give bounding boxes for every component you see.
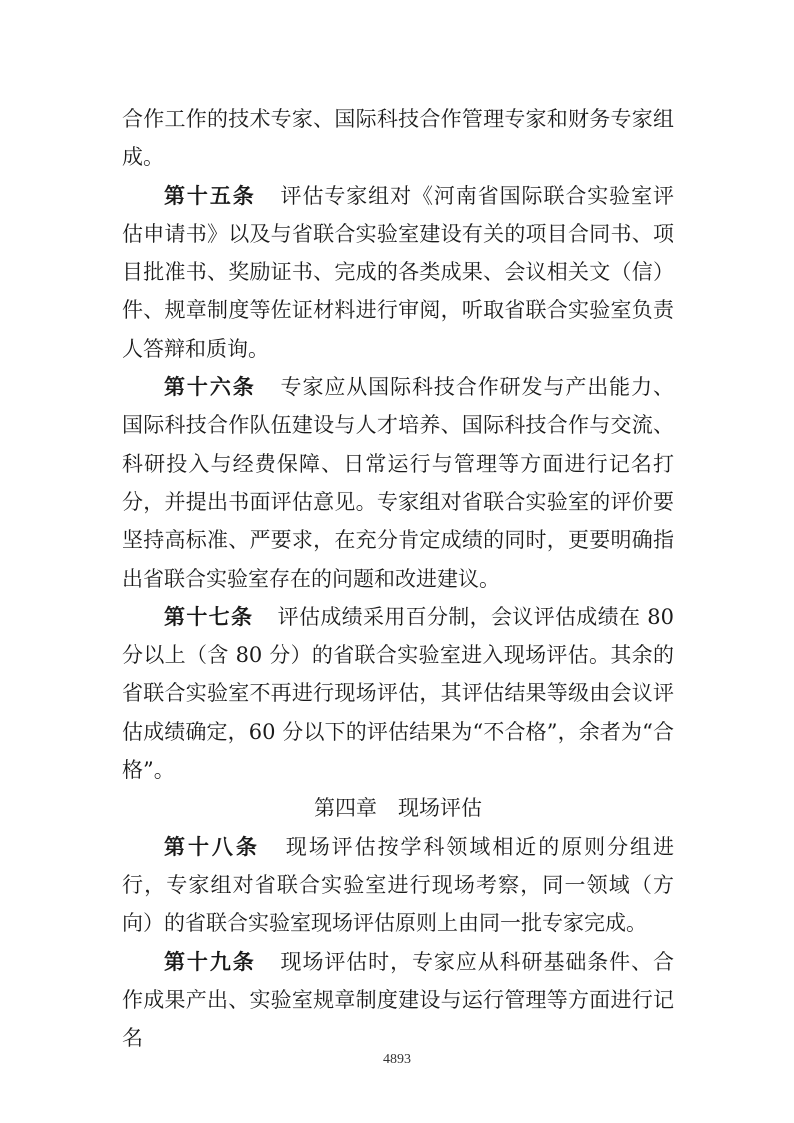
- article-text: 专家应从国际科技合作研发与产出能力、国际科技合作队伍建设与人才培养、国际科技合作与交流、科研投入与经费保障、日常运行与管理等方面进行记名打分，并提出书面评估意见。专家组对省联合实验室的评价要坚持高标准、严要求，在充分肯定成绩的同时，更要明确指出省联合实验室存在的问题和改进建议。: [122, 375, 675, 591]
- chapter-heading: 第四章 现场评估: [314, 796, 482, 821]
- article-text: 评估专家组对《河南省国际联合实验室评估申请书》以及与省联合实验室建设有关的项目合同书、项目批准书、奖励证书、完成的各类成果、会议相关文（信）件、规章制度等佐证材料进行审阅，听取省联合实验室负责人答辩和质询。: [122, 183, 675, 361]
- paragraph-text: 合作工作的技术专家、国际科技合作管理专家和财务专家组成。: [122, 107, 674, 170]
- article-number: 第十九条: [164, 949, 256, 974]
- article-text: 现场评估时，专家应从科研基础条件、合作成果产出、实验室规章制度建设与运行管理等方面进行记名: [122, 949, 675, 1051]
- article-17: [122, 598, 674, 789]
- article-number: 第十五条: [164, 183, 256, 208]
- paragraph-continuation: [122, 100, 674, 177]
- article-18: [122, 828, 674, 943]
- document-body: [122, 100, 674, 1057]
- article-number: 第十八条: [164, 834, 260, 859]
- article-16: [122, 368, 674, 598]
- article-19: [122, 943, 674, 1058]
- article-15: [122, 177, 674, 368]
- article-text: 评估成绩采用百分制，会议评估成绩在 80 分以上（含 80 分）的省联合实验室进入现场评估。其余的省联合实验室不再进行现场评估，其评估结果等级由会议评估成绩确定，60 分以下的评估结果为“不合格”，余者为“合格”。: [122, 604, 674, 783]
- article-text: 现场评估按学科领域相近的原则分组进行，专家组对省联合实验室进行现场考察，同一领域（方向）的省联合实验室现场评估原则上由同一批专家完成。: [122, 834, 675, 936]
- article-number: 第十六条: [164, 375, 256, 400]
- page-number: 4893: [383, 1052, 411, 1067]
- article-number: 第十七条: [164, 604, 254, 629]
